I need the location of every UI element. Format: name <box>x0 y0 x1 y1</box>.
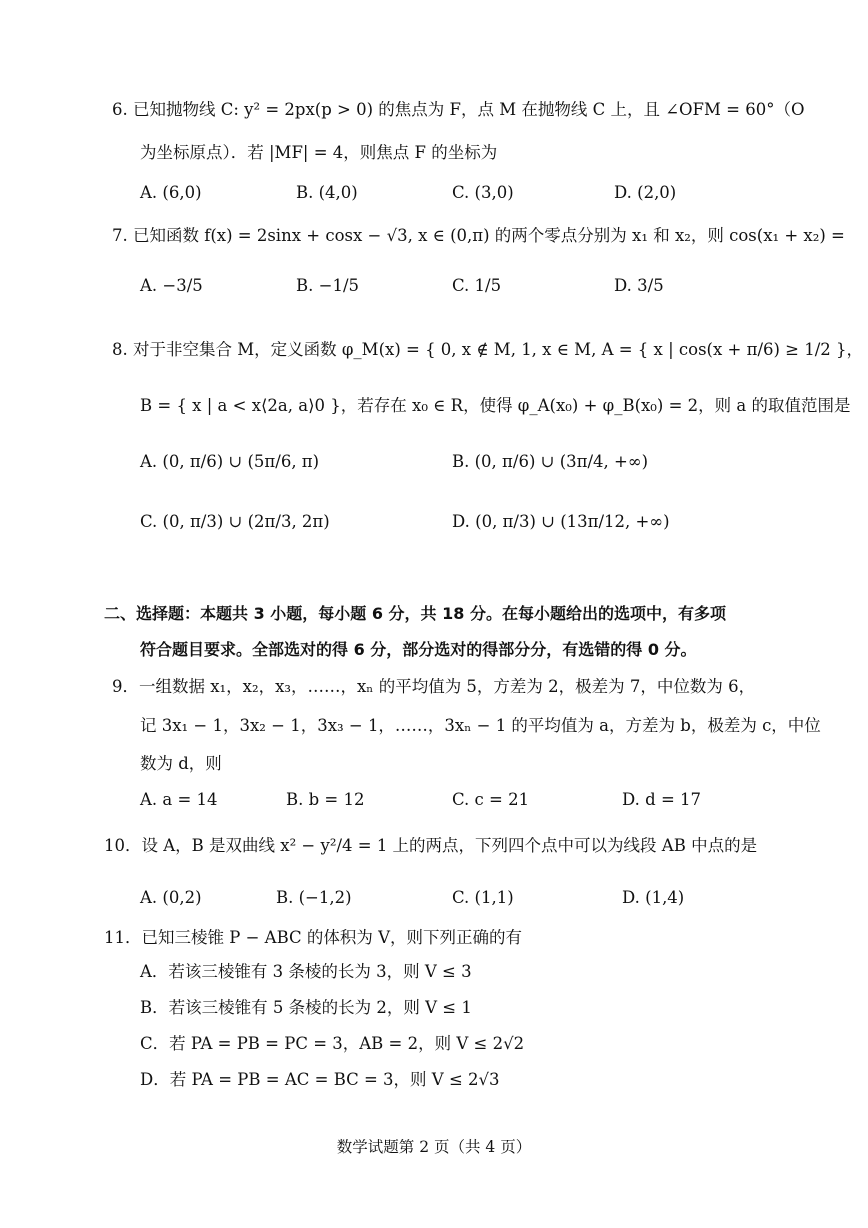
q8-line1: 8. 对于非空集合 M，定义函数 φ_M(x) = { 0, x ∉ M, 1, x ∈ M, A = { x | cos(x + π/6) ≥ 1/2 }， <box>112 340 864 359</box>
q10-line1: 10．设 A，B 是双曲线 x² − y²/4 = 1 上的两点，下列四个点中可以为线段 AB 中点的是 <box>104 836 758 855</box>
q7-option-b: B. −1/5 <box>296 276 359 295</box>
q7-option-a: A. −3/5 <box>140 276 203 295</box>
q9-line3: 数为 d，则 <box>140 754 222 773</box>
q9-option-b: B. b = 12 <box>286 790 365 809</box>
q8-option-a: A. (0, π/6) ∪ (5π/6, π) <box>140 452 320 471</box>
q10-option-a: A. (0,2) <box>140 888 202 907</box>
q8-option-b: B. (0, π/6) ∪ (3π/4, +∞) <box>452 452 649 471</box>
q6-option-b: B. (4,0) <box>296 183 358 202</box>
q9-line2: 记 3x₁ − 1，3x₂ − 1，3x₃ − 1，……，3xₙ − 1 的平均值为 a，方差为 b，极差为 c，中位 <box>140 716 821 735</box>
q6-line2: 为坐标原点）．若 |MF| = 4，则焦点 F 的坐标为 <box>140 143 498 162</box>
q7-option-c: C. 1/5 <box>452 276 502 295</box>
q11-line1: 11．已知三棱锥 P − ABC 的体积为 V，则下列正确的有 <box>104 928 523 947</box>
q6-option-d: D. (2,0) <box>614 183 677 202</box>
q6-line1: 6. 已知抛物线 C: y² = 2px(p > 0) 的焦点为 F，点 M 在抛物线 C 上，且 ∠OFM = 60°（O <box>112 100 805 119</box>
q8-line2: B = { x | a < x⟨2a, a⟩0 }，若存在 x₀ ∈ R，使得 φ_A(x₀) + φ_B(x₀) = 2，则 a 的取值范围是 <box>140 396 851 415</box>
q8-option-d: D. (0, π/3) ∪ (13π/12, +∞) <box>452 512 670 531</box>
q7-line1: 7. 已知函数 f(x) = 2sinx + cosx − √3, x ∈ (0,π) 的两个零点分别为 x₁ 和 x₂，则 cos(x₁ + x₂) = <box>112 226 845 245</box>
q10-option-d: D. (1,4) <box>622 888 685 907</box>
q11-option-c: C．若 PA = PB = PC = 3，AB = 2，则 V ≤ 2√2 <box>140 1034 525 1053</box>
q9-option-a: A. a = 14 <box>140 790 218 809</box>
q6-option-c: C. (3,0) <box>452 183 514 202</box>
page-footer: 数学试题第 2 页（共 4 页） <box>336 1138 532 1156</box>
section2-line2: 符合题目要求。全部选对的得 6 分，部分选对的得部分分，有选错的得 0 分。 <box>140 640 697 659</box>
section2-line1: 二、选择题：本题共 3 小题，每小题 6 分，共 18 分。在每小题给出的选项中，有多项 <box>104 604 726 623</box>
q9-option-d: D. d = 17 <box>622 790 702 809</box>
q9-line1: 9．一组数据 x₁，x₂，x₃，……，xₙ 的平均值为 5，方差为 2，极差为 7，中位数为 6， <box>112 677 756 696</box>
q6-option-a: A. (6,0) <box>140 183 202 202</box>
q11-option-d: D．若 PA = PB = AC = BC = 3，则 V ≤ 2√3 <box>140 1070 500 1089</box>
q8-option-c: C. (0, π/3) ∪ (2π/3, 2π) <box>140 512 330 531</box>
q11-option-b: B．若该三棱锥有 5 条棱的长为 2，则 V ≤ 1 <box>140 998 472 1017</box>
q10-option-b: B. (−1,2) <box>276 888 352 907</box>
q10-option-c: C. (1,1) <box>452 888 514 907</box>
q11-option-a: A．若该三棱锥有 3 条棱的长为 3，则 V ≤ 3 <box>140 962 472 981</box>
q7-option-d: D. 3/5 <box>614 276 664 295</box>
q9-option-c: C. c = 21 <box>452 790 530 809</box>
